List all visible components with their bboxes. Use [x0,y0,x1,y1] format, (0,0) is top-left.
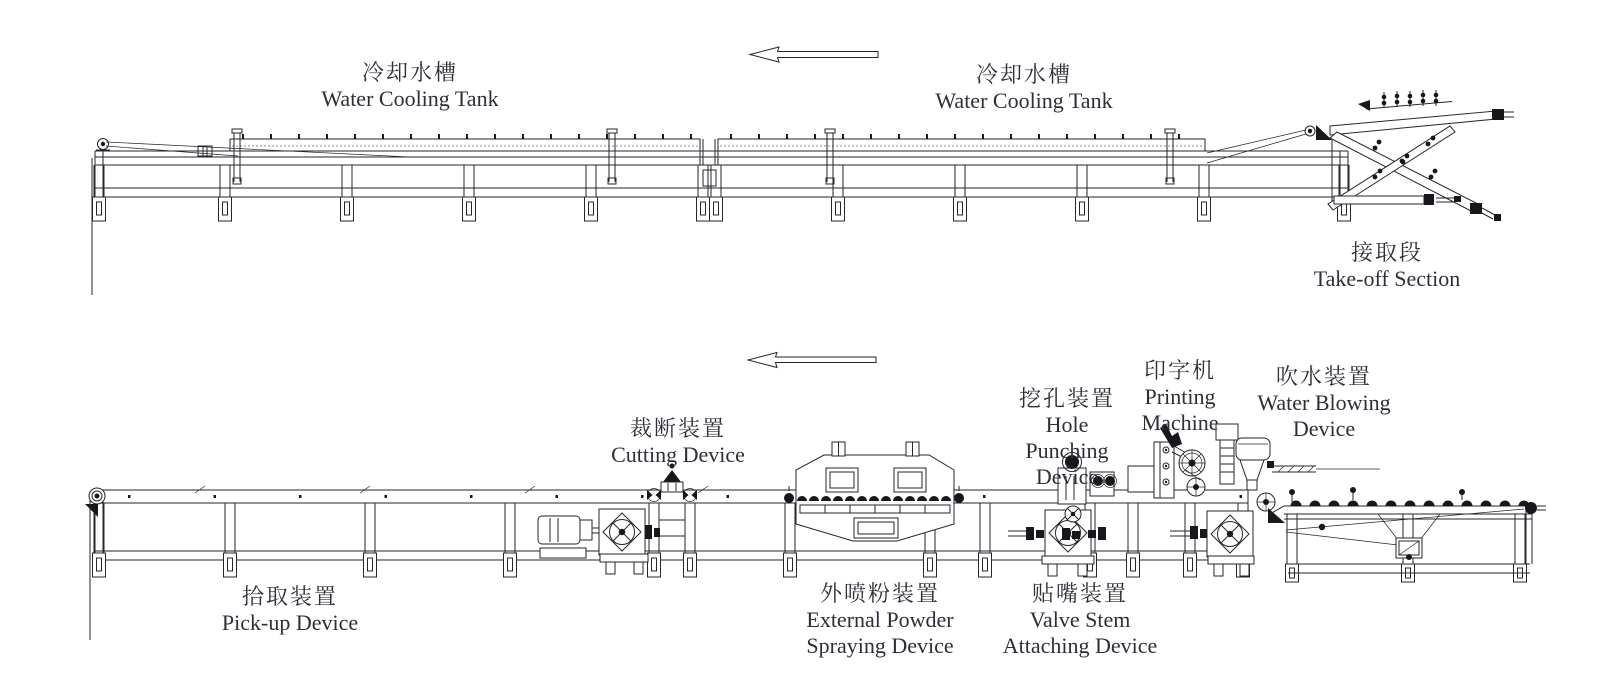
label-pick-up-device [222,584,358,636]
label-powder-zh: 外喷粉装置 [819,581,941,606]
label-hole-punching-en-2: Punching [1025,438,1109,463]
label-printing-machine [1142,358,1219,436]
label-valve-stem-attaching-device [1003,581,1158,659]
label-valve-stem-zh: 贴嘴装置 [1031,581,1128,606]
label-water-blowing-en-2: Device [1292,416,1356,441]
label-water-cooling-tank-2-en: Water Cooling Tank [935,88,1113,113]
label-water-cooling-tank-2 [935,62,1112,114]
label-water-cooling-tank-1-zh: 冷却水槽 [361,60,459,85]
take-off-table-drawing [1270,487,1546,582]
drive-gearbox-drawing [1170,511,1254,576]
label-valve-stem-en-2: Attaching Device [1002,633,1158,658]
top-cooling-line [92,47,1514,295]
tank-junction [700,139,718,186]
label-pick-up-device-en: Pick-up Device [221,610,359,635]
label-take-off-section-en: Take-off Section [1313,266,1461,291]
label-external-powder-spraying-device [806,581,953,659]
table-rollers [1291,501,1530,507]
label-valve-stem-en-1: Valve Stem [1029,607,1131,632]
label-water-cooling-tank-1 [321,60,498,112]
label-hole-punching-en-1: Hole [1045,412,1089,437]
label-powder-en-2: Spraying Device [806,633,954,658]
label-water-cooling-tank-2-zh: 冷却水槽 [975,62,1073,87]
take-off-section-drawing [1207,90,1514,221]
label-hole-punching-zh: 挖孔装置 [1018,386,1116,411]
label-printing-en-2: Machine [1141,410,1219,435]
label-cutting-device [611,416,745,468]
top-left-pulley [92,139,410,296]
label-water-cooling-tank-1-en: Water Cooling Tank [321,86,499,111]
label-water-blowing-device [1257,364,1390,442]
top-frame-legs [219,165,1211,221]
label-printing-zh: 印字机 [1143,358,1216,383]
external-powder-spraying-device-drawing [784,442,964,541]
label-cutting-device-zh: 裁断装置 [629,416,726,441]
flow-arrow-bottom-icon [748,353,876,368]
label-water-blowing-zh: 吹水装置 [1275,364,1373,389]
label-hole-punching-en-3: Device [1035,464,1099,489]
label-water-blowing-en-1: Water Blowing [1257,390,1391,415]
spool-rack [1382,90,1439,108]
label-take-off-section [1314,240,1461,292]
label-cutting-device-en: Cutting Device [611,442,745,467]
label-powder-en-1: External Powder [806,607,954,632]
label-take-off-section-zh: 接取段 [1350,240,1424,265]
cutting-device-drawing [538,464,697,575]
label-pick-up-device-zh: 拾取装置 [241,584,339,609]
label-hole-punching-device [1019,386,1115,490]
label-printing-en-1: Printing [1144,384,1216,409]
flow-arrow-top-icon [750,47,878,62]
